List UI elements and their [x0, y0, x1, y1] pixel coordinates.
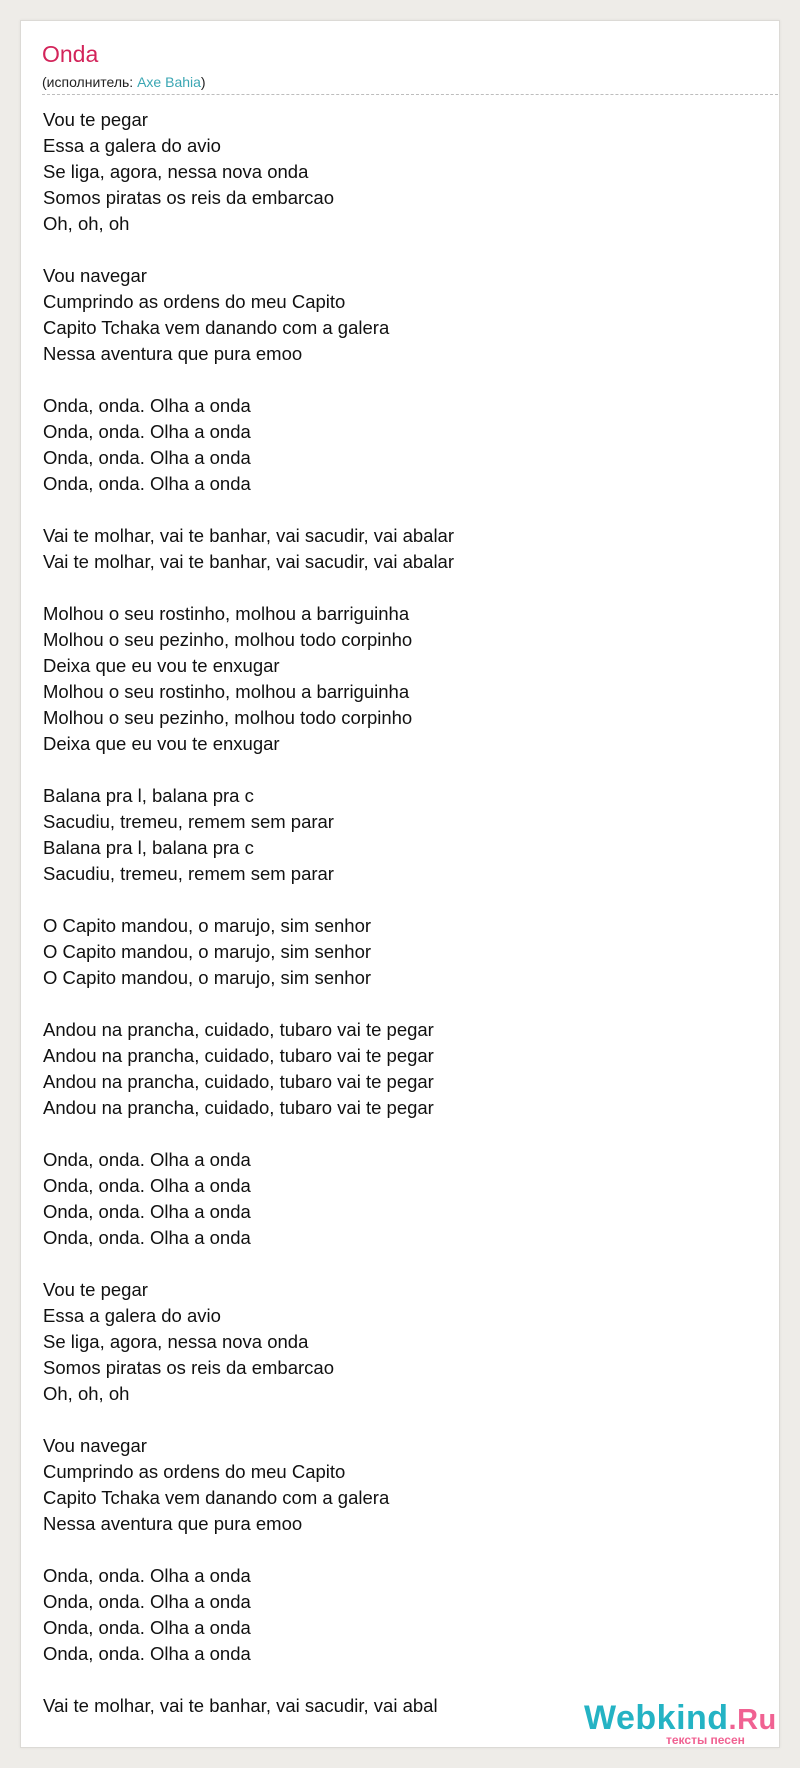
performer-line	[42, 75, 206, 89]
lyric-line: O Capito mandou, o marujo, sim senhor	[43, 967, 372, 988]
lyric-line: Andou na prancha, cuidado, tubaro vai te pegar	[43, 1097, 434, 1118]
lyric-line: Vou te pegar	[43, 1279, 148, 1300]
lyric-line: O Capito mandou, o marujo, sim senhor	[43, 915, 372, 936]
lyric-line: Molhou o seu rostinho, molhou a barriguinha	[43, 681, 410, 702]
lyric-line: Onda, onda. Olha a onda	[43, 473, 251, 494]
lyric-line: Essa a galera do avio	[43, 135, 221, 156]
lyrics-card	[20, 20, 780, 1748]
lyric-line: Molhou o seu pezinho, molhou todo corpinho	[43, 707, 413, 728]
lyric-line: Onda, onda. Olha a onda	[43, 421, 251, 442]
lyric-line: Balana pra l, balana pra c	[43, 785, 254, 806]
lyric-line: O Capito mandou, o marujo, sim senhor	[43, 941, 372, 962]
logo-tld: .Ru	[728, 1704, 777, 1736]
logo-tagline: тексты песен	[666, 1733, 745, 1747]
lyrics-text	[43, 107, 454, 1719]
lyric-line: Essa a galera do avio	[43, 1305, 221, 1326]
lyric-line: Molhou o seu rostinho, molhou a barriguinha	[43, 603, 410, 624]
lyric-line: Onda, onda. Olha a onda	[43, 1201, 251, 1222]
lyric-line: Andou na prancha, cuidado, tubaro vai te pegar	[43, 1019, 434, 1040]
lyric-line: Se liga, agora, nessa nova onda	[43, 161, 309, 182]
stanza-gap	[43, 1251, 454, 1277]
performer-prefix: (исполнитель:	[42, 74, 138, 90]
lyric-line: Nessa aventura que pura emoo	[43, 1513, 303, 1534]
stanza-gap	[43, 575, 454, 601]
lyric-line: Oh, oh, oh	[43, 213, 130, 234]
lyric-line: Onda, onda. Olha a onda	[43, 1175, 251, 1196]
site-logo[interactable]	[584, 1701, 784, 1751]
title-divider	[42, 94, 778, 95]
lyric-line: Se liga, agora, nessa nova onda	[43, 1331, 309, 1352]
lyric-line: Onda, onda. Olha a onda	[43, 1591, 251, 1612]
lyric-line: Deixa que eu vou te enxugar	[43, 733, 280, 754]
lyric-line: Vai te molhar, vai te banhar, vai sacudir, vai abalar	[43, 551, 455, 572]
stanza-gap	[43, 497, 454, 523]
lyric-line: Andou na prancha, cuidado, tubaro vai te pegar	[43, 1045, 434, 1066]
artist-link[interactable]: Axe Bahia	[137, 74, 201, 90]
lyric-line: Onda, onda. Olha a onda	[43, 447, 251, 468]
stanza-gap	[43, 887, 454, 913]
lyric-line: Onda, onda. Olha a onda	[43, 1227, 251, 1248]
lyric-line: Vai te molhar, vai te banhar, vai sacudir, vai abalar	[43, 525, 455, 546]
lyric-line: Oh, oh, oh	[43, 1383, 130, 1404]
lyric-line: Andou na prancha, cuidado, tubaro vai te pegar	[43, 1071, 434, 1092]
stanza-gap	[43, 1667, 454, 1693]
lyric-line: Capito Tchaka vem danando com a galera	[43, 317, 390, 338]
lyric-line: Somos piratas os reis da embarcao	[43, 1357, 334, 1378]
lyric-line: Vou te pegar	[43, 109, 148, 130]
performer-suffix: )	[200, 74, 206, 90]
lyric-line: Sacudiu, tremeu, remem sem parar	[43, 863, 334, 884]
lyric-line: Vai te molhar, vai te banhar, vai sacudir, vai abal	[43, 1695, 438, 1716]
stanza-gap	[43, 237, 454, 263]
lyric-line: Nessa aventura que pura emoo	[43, 343, 303, 364]
lyric-line: Somos piratas os reis da embarcao	[43, 187, 334, 208]
stanza-gap	[43, 1121, 454, 1147]
lyric-line: Onda, onda. Olha a onda	[43, 395, 251, 416]
lyric-line: Onda, onda. Olha a onda	[43, 1149, 251, 1170]
stanza-gap	[43, 1537, 454, 1563]
lyric-line: Capito Tchaka vem danando com a galera	[43, 1487, 390, 1508]
stanza-gap	[43, 367, 454, 393]
lyric-line: Sacudiu, tremeu, remem sem parar	[43, 811, 334, 832]
stanza-gap	[43, 991, 454, 1017]
stanza-gap	[43, 757, 454, 783]
stanza-gap	[43, 1407, 454, 1433]
lyric-line: Vou navegar	[43, 1435, 147, 1456]
logo-wordmark	[584, 1701, 777, 1735]
lyric-line: Onda, onda. Olha a onda	[43, 1565, 251, 1586]
song-title: Onda	[42, 41, 99, 67]
lyric-line: Cumprindo as ordens do meu Capito	[43, 291, 346, 312]
lyric-line: Deixa que eu vou te enxugar	[43, 655, 280, 676]
lyric-line: Balana pra l, balana pra c	[43, 837, 254, 858]
logo-name: Webkind	[584, 1699, 729, 1737]
lyric-line: Onda, onda. Olha a onda	[43, 1617, 251, 1638]
lyric-line: Molhou o seu pezinho, molhou todo corpinho	[43, 629, 413, 650]
lyric-line: Vou navegar	[43, 265, 147, 286]
lyric-line: Onda, onda. Olha a onda	[43, 1643, 251, 1664]
lyric-line: Cumprindo as ordens do meu Capito	[43, 1461, 346, 1482]
